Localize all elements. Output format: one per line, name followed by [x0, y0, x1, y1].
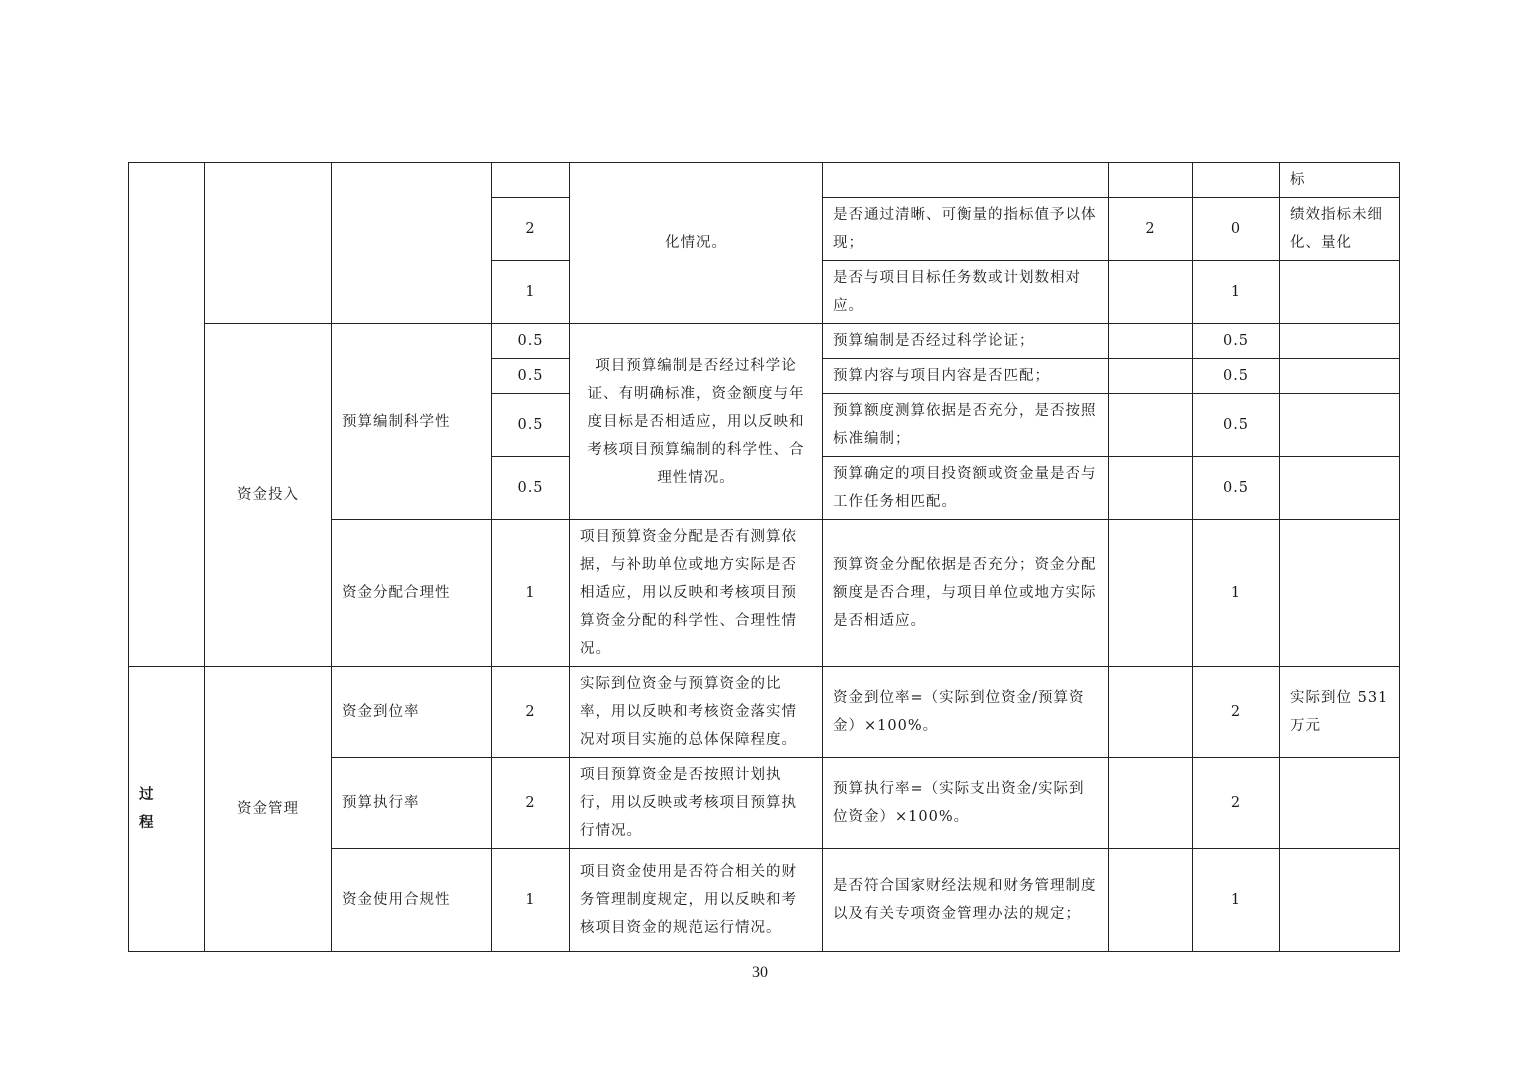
score-cell: 1: [492, 849, 570, 952]
level1-cell-continuation: [129, 163, 205, 667]
note-cell: 实际到位 531万元: [1280, 667, 1400, 758]
level3-cell-usage-compliance: 资金使用合规性: [332, 849, 492, 952]
criteria-cell: 预算编制是否经过科学论证；: [823, 324, 1109, 359]
table-row: [129, 667, 1400, 758]
table-row: [129, 324, 1400, 359]
result-cell: 0: [1193, 198, 1280, 261]
table-row: [129, 163, 1400, 198]
note-cell: [1280, 324, 1400, 359]
score-cell: 0.5: [492, 394, 570, 457]
criteria-cell: 预算内容与项目内容是否匹配；: [823, 359, 1109, 394]
criteria-cell: 预算确定的项目投资额或资金量是否与工作任务相匹配。: [823, 457, 1109, 520]
result-cell: 2: [1193, 758, 1280, 849]
weight-cell: [1109, 667, 1193, 758]
weight-cell: [1109, 520, 1193, 667]
level3-cell-continuation: [332, 163, 492, 324]
result-cell: 0.5: [1193, 359, 1280, 394]
definition-cell-budget-scientific: 项目预算编制是否经过科学论证、有明确标准，资金额度与年度目标是否相适应，用以反映和考核项目预算编制的科学性、合理性情况。: [570, 324, 823, 520]
score-cell: 0.5: [492, 324, 570, 359]
weight-cell: [1109, 261, 1193, 324]
evaluation-table-container: [128, 162, 1400, 952]
score-cell: 2: [492, 758, 570, 849]
definition-cell-usage-compliance: 项目资金使用是否符合相关的财务管理制度规定，用以反映和考核项目资金的规范运行情况。: [570, 849, 823, 952]
score-cell: 2: [492, 667, 570, 758]
criteria-cell: 是否与项目目标任务数或计划数相对应。: [823, 261, 1109, 324]
definition-cell-arrival-rate: 实际到位资金与预算资金的比率，用以反映和考核资金落实情况对项目实施的总体保障程度。: [570, 667, 823, 758]
criteria-cell: 预算资金分配依据是否充分；资金分配额度是否合理，与项目单位或地方实际是否相适应。: [823, 520, 1109, 667]
note-cell: [1280, 457, 1400, 520]
note-cell: [1280, 394, 1400, 457]
level1-cell-process: 过 程: [129, 667, 205, 952]
weight-cell: [1109, 758, 1193, 849]
definition-cell-allocation-rational: 项目预算资金分配是否有测算依据，与补助单位或地方实际是否相适应，用以反映和考核项目预算资金分配的科学性、合理性情况。: [570, 520, 823, 667]
criteria-cell: [823, 163, 1109, 198]
result-cell: 0.5: [1193, 324, 1280, 359]
score-cell: 0.5: [492, 359, 570, 394]
score-cell: 1: [492, 261, 570, 324]
level3-cell-allocation-rational: 资金分配合理性: [332, 520, 492, 667]
result-cell: [1193, 163, 1280, 198]
note-cell: 标: [1280, 163, 1400, 198]
score-cell: [492, 163, 570, 198]
score-cell: 0.5: [492, 457, 570, 520]
note-cell: [1280, 359, 1400, 394]
definition-cell-execution-rate: 项目预算资金是否按照计划执行，用以反映或考核项目预算执行情况。: [570, 758, 823, 849]
weight-cell: [1109, 849, 1193, 952]
result-cell: 0.5: [1193, 394, 1280, 457]
note-cell: [1280, 849, 1400, 952]
performance-evaluation-table: [128, 162, 1400, 952]
level2-cell-fund-management: 资金管理: [205, 667, 332, 952]
weight-cell: [1109, 394, 1193, 457]
criteria-cell: 预算执行率=（实际支出资金/实际到位资金）×100%。: [823, 758, 1109, 849]
criteria-cell: 是否通过清晰、可衡量的指标值予以体现；: [823, 198, 1109, 261]
criteria-cell: 资金到位率=（实际到位资金/预算资金）×100%。: [823, 667, 1109, 758]
result-cell: 1: [1193, 261, 1280, 324]
weight-cell: [1109, 163, 1193, 198]
level2-cell-continuation: [205, 163, 332, 324]
level3-cell-budget-scientific: 预算编制科学性: [332, 324, 492, 520]
page-number: 30: [752, 964, 768, 981]
note-cell: [1280, 261, 1400, 324]
score-cell: 1: [492, 520, 570, 667]
result-cell: 1: [1193, 520, 1280, 667]
level3-cell-execution-rate: 预算执行率: [332, 758, 492, 849]
note-cell: [1280, 520, 1400, 667]
weight-cell: [1109, 359, 1193, 394]
note-cell: 绩效指标未细化、量化: [1280, 198, 1400, 261]
level2-cell-fund-input: 资金投入: [205, 324, 332, 667]
note-cell: [1280, 758, 1400, 849]
result-cell: 1: [1193, 849, 1280, 952]
weight-cell: [1109, 324, 1193, 359]
weight-cell: 2: [1109, 198, 1193, 261]
level3-cell-arrival-rate: 资金到位率: [332, 667, 492, 758]
score-cell: 2: [492, 198, 570, 261]
weight-cell: [1109, 457, 1193, 520]
result-cell: 0.5: [1193, 457, 1280, 520]
criteria-cell: 预算额度测算依据是否充分，是否按照标准编制；: [823, 394, 1109, 457]
definition-cell-continuation: 化情况。: [570, 163, 823, 324]
result-cell: 2: [1193, 667, 1280, 758]
criteria-cell: 是否符合国家财经法规和财务管理制度以及有关专项资金管理办法的规定；: [823, 849, 1109, 952]
